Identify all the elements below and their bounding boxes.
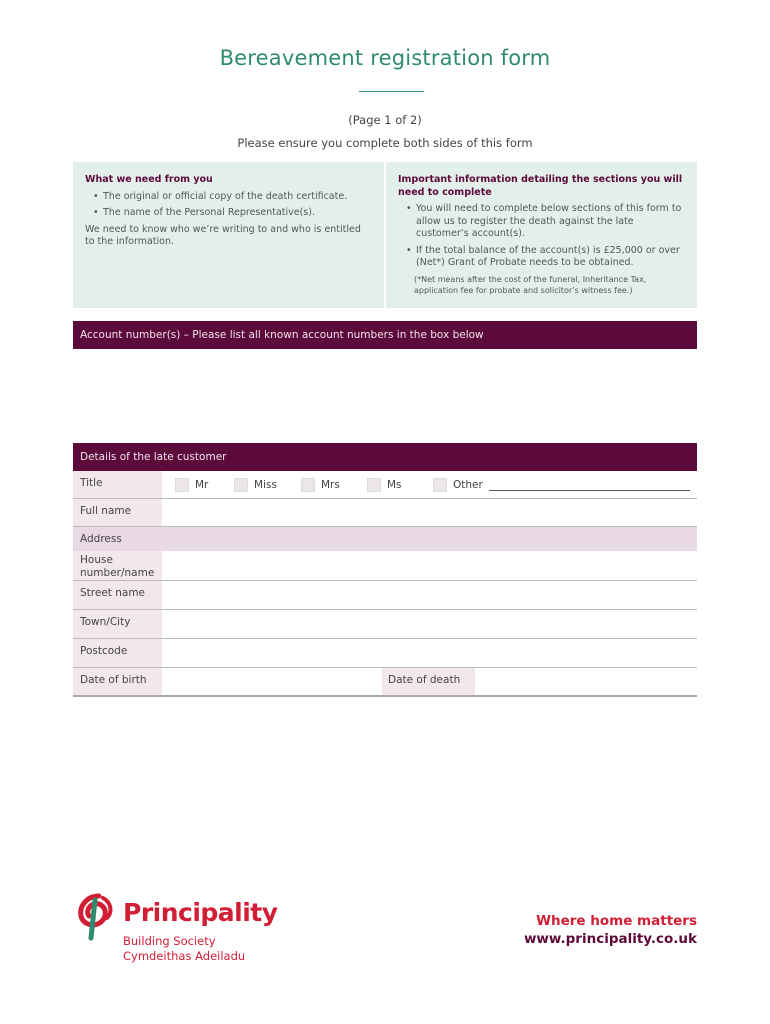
brand-subtitle-welsh: Cymdeithas Adeiladu — [123, 949, 246, 963]
info-left-bullet: • The name of the Personal Representative(s). — [85, 207, 372, 220]
brand-name: Principality — [123, 898, 278, 927]
website-link[interactable]: www.principality.co.uk — [523, 931, 697, 947]
checkbox-miss[interactable] — [234, 478, 248, 492]
title-row — [73, 471, 697, 499]
dod-label: Date of death — [382, 668, 475, 695]
principality-logo — [73, 890, 283, 965]
title-option-miss[interactable] — [234, 478, 301, 492]
info-left-heading: What we need from you — [85, 174, 213, 185]
full-name-label: Full name — [73, 499, 162, 526]
info-panel — [73, 162, 697, 308]
tagline: Where home matters — [536, 913, 697, 929]
postcode-field[interactable] — [162, 639, 697, 667]
option-label: Ms — [387, 479, 402, 491]
instruction-note: Please ensure you complete both sides of this form — [237, 136, 533, 150]
street-field[interactable] — [162, 581, 697, 609]
address-label: Address — [73, 527, 697, 551]
option-label: Mrs — [321, 479, 340, 491]
net-footnote: (*Net means after the cost of the funeral, Inheritance Tax, application fee for probate and solicitor’s witness fee.) — [414, 274, 647, 295]
town-label: Town/City — [73, 610, 162, 638]
postcode-label: Postcode — [73, 639, 162, 667]
option-label: Other — [453, 479, 483, 491]
dob-label: Date of birth — [73, 668, 162, 695]
info-right-bullet: • If the total balance of the account(s) is £25,000 or over (Net*) Grant of Probate needs to be obtained. — [398, 245, 685, 270]
checkbox-other[interactable] — [433, 478, 447, 492]
info-left-bullet: • The original or official copy of the death certificate. — [85, 191, 372, 204]
title-option-mrs[interactable] — [301, 478, 367, 492]
title-option-other[interactable] — [433, 478, 690, 492]
postcode-row — [73, 639, 697, 668]
checkbox-mrs[interactable] — [301, 478, 315, 492]
option-label: Miss — [254, 479, 277, 491]
address-row — [73, 527, 697, 551]
title-field — [162, 471, 697, 498]
title-underline — [359, 91, 424, 92]
full-name-row — [73, 499, 697, 527]
dob-field[interactable] — [162, 668, 382, 695]
page-indicator: (Page 1 of 2) — [348, 113, 422, 127]
title-label: Title — [73, 471, 162, 498]
street-label: Street name — [73, 581, 162, 609]
logo-mark-icon — [73, 892, 123, 942]
customer-details-form — [73, 471, 697, 697]
title-option-mr[interactable] — [175, 478, 234, 492]
house-label: House number/name — [73, 551, 162, 580]
info-left-text: We need to know who we’re writing to and who is entitled to the information. — [85, 223, 361, 247]
info-right-column — [386, 162, 697, 308]
title-option-ms[interactable] — [367, 478, 433, 492]
option-label: Mr — [195, 479, 209, 491]
dates-field — [162, 668, 697, 695]
checkbox-mr[interactable] — [175, 478, 189, 492]
form-title: Bereavement registration form — [219, 46, 551, 70]
other-title-input[interactable] — [489, 479, 690, 491]
customer-details-header: Details of the late customer — [73, 443, 697, 471]
house-field[interactable] — [162, 551, 697, 580]
info-right-heading: Important information detailing the sections you will need to complete — [398, 174, 683, 198]
checkbox-ms[interactable] — [367, 478, 381, 492]
info-right-bullet: • You will need to complete below sections of this form to allow us to register the death against the late customer’s account(s). — [398, 203, 685, 241]
full-name-field[interactable] — [162, 499, 697, 526]
dod-field[interactable] — [475, 668, 697, 695]
street-row — [73, 581, 697, 610]
account-numbers-header: Account number(s) – Please list all known account numbers in the box below — [73, 321, 697, 349]
info-left-column — [73, 162, 384, 308]
house-row — [73, 551, 697, 581]
brand-subtitle-english: Building Society — [123, 934, 216, 948]
dates-row — [73, 668, 697, 697]
town-field[interactable] — [162, 610, 697, 638]
town-row — [73, 610, 697, 639]
